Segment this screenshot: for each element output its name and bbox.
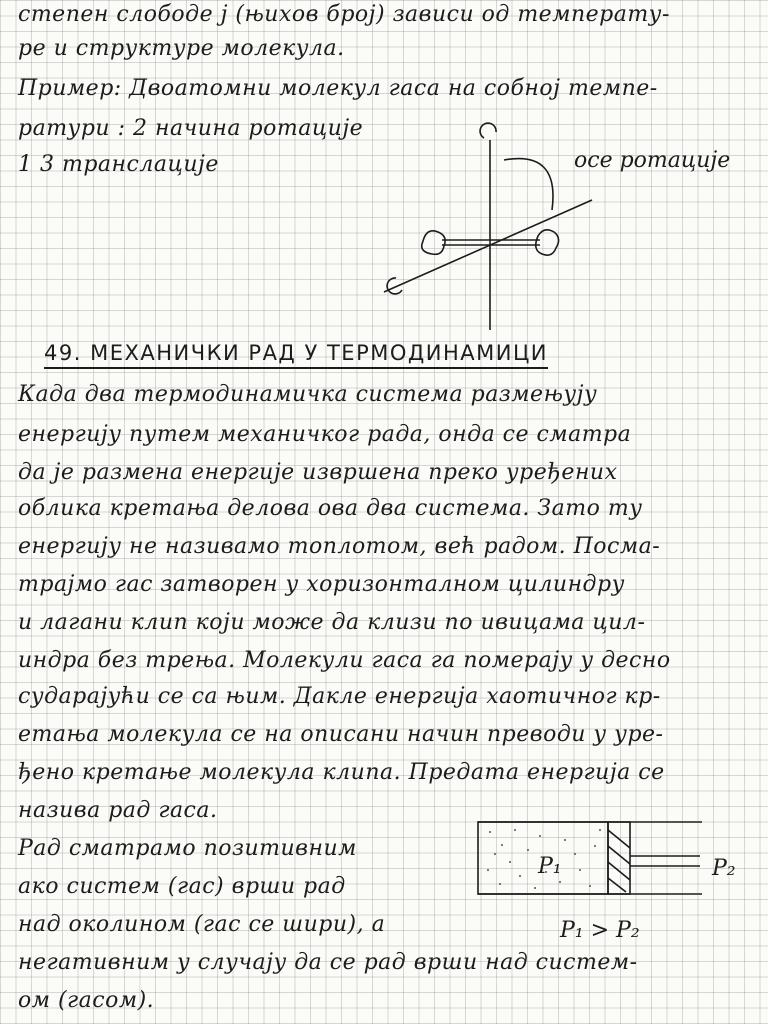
rotation-axes-label: осе ротације [574, 148, 731, 173]
section-title: 49. МЕХАНИЧКИ РАД У ТЕРМОДИНАМИЦИ [44, 341, 548, 369]
body-line-7: и лагани клип који може да клизи по ивицама цил- [18, 610, 646, 635]
lower-line-1: Рад сматрамо позитивним [18, 836, 357, 861]
body-line-10: етања молекула се на описани начин преводи у уре- [18, 722, 664, 747]
body-line-6: трајмо гас затворен у хоризонталном цилиндру [18, 572, 625, 597]
pressure-p2-label: P₂ [712, 856, 736, 881]
body-line-3: да је размена енергије извршена преко уређених [18, 460, 618, 485]
body-line-11: ђено кретање молекула клипа. Предата енергија се [18, 760, 665, 785]
body-line-8: индра без трења. Молекули гаса га померају у десно [18, 648, 671, 673]
body-line-9: сударајући се са њим. Дакле енергија хаотичног кр- [18, 684, 661, 709]
text-line-1: степен слободе j (њихов број) зависи од температу- [18, 2, 670, 27]
pressure-relation: P₁ > P₂ [560, 918, 640, 943]
text-line-2: ре и структуре молекула. [18, 36, 345, 61]
lower-line-3: над околином (гас се шири), а [18, 912, 386, 937]
text-line-4: ратури : 2 начина ротације [18, 116, 364, 141]
body-line-12: назива рад гаса. [18, 798, 218, 823]
body-line-4: облика кретања делова ова два система. Зато ту [18, 496, 643, 521]
text-line-3: Пример: Двоатомни молекул гаса на собној темпе- [18, 76, 658, 101]
text-line-5: 1 3 транслације [18, 152, 219, 177]
body-line-2: енергију путем механичког рада, онда се сматра [18, 422, 632, 447]
body-line-5: енергију не називамо топлотом, већ радом. Посма- [18, 534, 661, 559]
body-line-1: Када два термодинамичка система размењују [18, 382, 598, 407]
lower-line-2: ако систем (гас) врши рад [18, 874, 346, 899]
pressure-p1-label: P₁ [538, 854, 562, 879]
end-line-2: ом (гасом). [18, 988, 155, 1013]
end-line-1: негативним у случају да се рад врши над систем- [18, 950, 638, 975]
